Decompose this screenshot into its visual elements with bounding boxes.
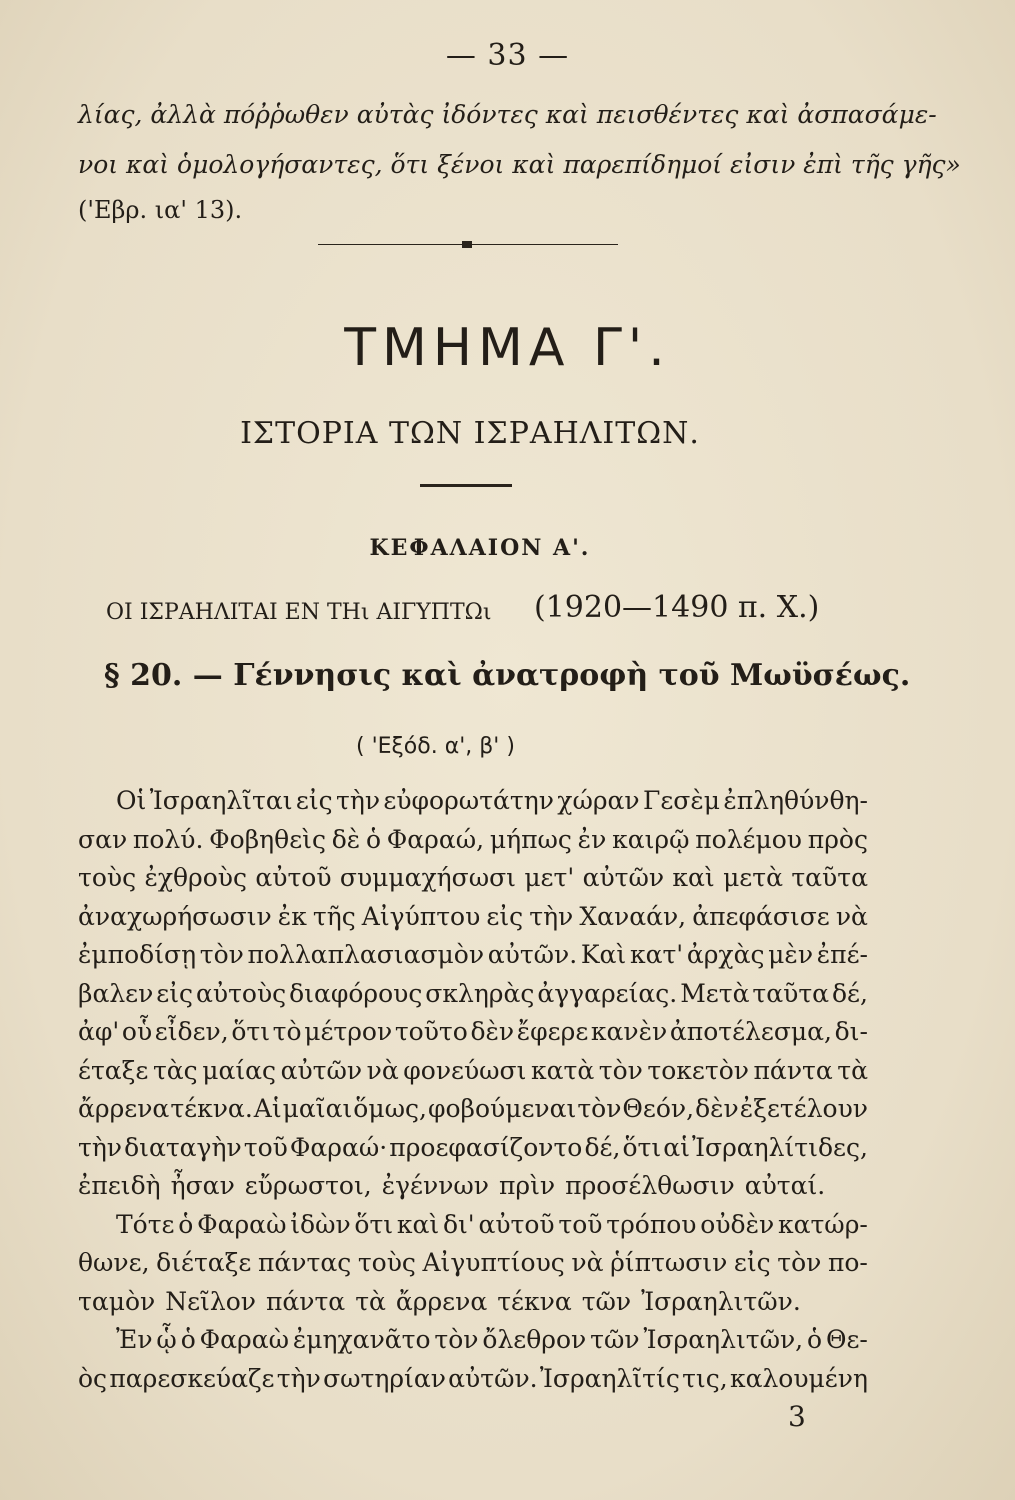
body-word: ἀποτέλεσμα, [669, 1017, 832, 1046]
body-word: νὰ [366, 1055, 399, 1085]
body-word: κατὰ [530, 1055, 595, 1085]
body-word: τὰς [152, 1055, 198, 1085]
body-line [78, 1364, 868, 1393]
body-word: ἐπέ- [816, 940, 868, 969]
body-word: συμμαχήσωσι [339, 863, 516, 892]
body-word: τὴν [78, 1132, 123, 1162]
body-word: αὐτῶν [280, 1055, 363, 1085]
body-word: εὔρωστοι, [244, 1171, 372, 1200]
body-word: Ἰσραηλιτῶν, [643, 1325, 804, 1354]
body-word: πο- [827, 1248, 868, 1277]
body-word: ᾧ [156, 1325, 177, 1354]
body-word: ἐξετέλουν [739, 1094, 868, 1123]
body-word: ἐγέννων [381, 1171, 489, 1200]
body-word: Αἰγύπτου [361, 901, 481, 931]
body-line [78, 902, 868, 931]
body-word: Ἰσραηλιτῶν. [641, 1286, 801, 1316]
body-word: οὐδὲν [700, 1209, 775, 1239]
body-word: εἰς [733, 1248, 771, 1277]
body-word: μετ' [524, 863, 575, 892]
body-word: Νεῖλον [165, 1286, 256, 1316]
body-word: εἰς [486, 901, 524, 931]
body-word: τοῦ [243, 1132, 288, 1162]
body-word: Θε- [825, 1325, 868, 1354]
short-rule [420, 484, 512, 487]
body-word: ὅτι [622, 1132, 662, 1162]
body-word: προσέλθωσιν [565, 1171, 735, 1200]
body-word: Αἰγυπτίους [422, 1248, 565, 1277]
body-word: ἐχθροὺς [144, 863, 248, 892]
body-line [78, 1094, 868, 1123]
body-word: Ἰσραηλῖται [149, 786, 293, 815]
body-word: αὐτῶν. [487, 940, 578, 969]
body-word: Φαραώ· [289, 1132, 388, 1162]
body-word: τὸν [598, 1055, 643, 1085]
body-word: ἐκ [277, 901, 307, 931]
body-word: σαν [78, 824, 128, 854]
paragraph-heading: § 20. — Γέννησις καὶ ἀνατροφὴ τοῦ Μωϋσέως. [104, 658, 911, 693]
body-word: θωνε, [78, 1248, 150, 1277]
body-word: τῶν [581, 1286, 632, 1316]
body-word: εἶδεν, [154, 1017, 229, 1046]
body-word: τις, [682, 1363, 728, 1393]
body-line [78, 825, 868, 854]
body-word: πολλαπλασιασμὸν [247, 940, 485, 969]
body-word: καλουμένη [729, 1363, 868, 1393]
body-word: πάντα [265, 1286, 346, 1316]
body-word: τοὺς [357, 1248, 416, 1277]
body-word: σκληρὰς [425, 978, 535, 1008]
body-word: ὁ [365, 824, 382, 854]
body-word: ἐπληθύνθη- [723, 786, 868, 815]
body-line [78, 863, 868, 892]
body-word: ἄρρενα [395, 1286, 488, 1316]
body-word: νὰ [835, 901, 868, 931]
body-word: τέκνα [497, 1286, 572, 1316]
body-word: χώραν [557, 786, 640, 815]
body-word: ὅμως, [353, 1094, 427, 1123]
body-word: ἰδὼν [290, 1209, 351, 1239]
continuation-line-2: νοι καὶ ὁμολογήσαντες, ὅτι ξένοι καὶ παρεπίδημοί εἰσιν ἐπὶ τῆς γῆς» [78, 150, 961, 179]
body-word: Ἐν [116, 1325, 153, 1354]
body-word: φοβούμεναι [427, 1094, 577, 1123]
body-word: ἀφ' [78, 1017, 120, 1046]
body-word: τοῦ [558, 1209, 603, 1239]
body-word: καὶ [396, 1209, 440, 1239]
body-word: ἀγγαρείας. [537, 978, 678, 1008]
body-word: ἐπειδὴ [78, 1171, 161, 1200]
body-word: πρὸς [807, 824, 868, 854]
body-word: Φαραὼ [199, 1325, 289, 1354]
body-word: αὐτῶν. [448, 1363, 538, 1393]
body-word: μέτρον [304, 1017, 393, 1046]
body-word: καιρῷ [612, 824, 690, 854]
body-word: αὐτοῦ [478, 1209, 555, 1239]
continuation-line-1: λίας, ἀλλὰ πόῤῥωθεν αὐτὰς ἰδόντες καὶ πεισθέντες καὶ ἀσπασάμε- [78, 100, 937, 129]
body-line [116, 1325, 868, 1354]
body-word: τῆς [312, 901, 356, 931]
body-word: τοκετὸν [647, 1055, 749, 1085]
body-word: τοῦτο [394, 1017, 468, 1046]
body-word: Αἱ [253, 1094, 282, 1123]
body-word: δὲ [331, 824, 361, 854]
body-word: Οἱ [116, 786, 147, 815]
body-word: πρὶν [499, 1171, 556, 1200]
body-word: κατ' [629, 940, 684, 969]
body-word: τὸν [199, 940, 244, 969]
body-word: Γεσὲμ [642, 786, 721, 815]
body-word: τὰ [837, 1055, 868, 1085]
body-word: τὸ [272, 1017, 302, 1046]
chapter-title: ΟΙ ΙΣΡΑΗΛΙΤΑΙ ΕΝ ΤΗι ΑΙΓΥΠΤΩι [106, 600, 492, 625]
body-word: ὅτι [231, 1017, 271, 1046]
body-word: δι' [442, 1209, 475, 1239]
body-word: οὗ [121, 1017, 153, 1046]
chapter-dates: (1920—1490 π. Χ.) [534, 590, 820, 625]
body-word: ἀρχὰς [686, 940, 765, 969]
body-word: ἐμποδίσῃ [78, 940, 197, 969]
body-word: νὰ [571, 1248, 604, 1277]
body-word: πάντας [257, 1248, 352, 1277]
body-word: ἔφερε [516, 1017, 589, 1046]
body-word: μὲν [768, 940, 814, 969]
body-line [78, 1017, 868, 1046]
body-word: τέκνα. [170, 1094, 253, 1123]
body-word: έταξε [78, 1055, 149, 1085]
body-word: αὐτοῦ [255, 863, 332, 892]
body-word: εὐφορωτάτην [383, 786, 554, 815]
body-word: βαλεν [78, 978, 154, 1008]
body-word: παρεσκεύαζε [109, 1363, 275, 1393]
body-word: ἐμηχανᾶτο [292, 1325, 431, 1354]
body-word: ῥίπτωσιν [610, 1248, 728, 1277]
body-word: κανὲν [590, 1017, 668, 1046]
body-line [78, 1287, 868, 1316]
section-subtitle: ΙΣΤΟΡΙΑ ΤΩΝ ΙΣΡΑΗΛΙΤΩΝ. [240, 416, 700, 451]
body-word: δὲν [695, 1094, 739, 1123]
body-word: αὐταί. [744, 1171, 826, 1200]
body-word: ἀπεφάσισε [692, 901, 830, 931]
body-line [78, 1248, 868, 1277]
body-word: τὴν [276, 1363, 321, 1393]
body-word: Χαναάν, [579, 901, 687, 931]
body-word: τὸν [577, 1094, 622, 1123]
body-line [78, 1056, 868, 1085]
body-word: Φαραώ, [386, 824, 485, 854]
body-word: πολύ. [132, 824, 204, 854]
body-word: Φοβηθεὶς [209, 824, 326, 854]
scripture-reference: ( 'Εξόδ. α', β' ) [356, 734, 515, 759]
body-word: διαταγὴν [124, 1132, 242, 1162]
body-word: πολέμου [695, 824, 803, 854]
body-line [78, 940, 868, 969]
body-word: αἱ [663, 1132, 690, 1162]
body-word: ὄλεθρον [482, 1325, 587, 1354]
body-word: Φαραὼ [197, 1209, 287, 1239]
body-word: Τότε [116, 1209, 175, 1239]
body-line [116, 786, 868, 815]
body-word: τὴν [336, 786, 381, 815]
body-word: μετὰ [723, 863, 783, 892]
body-word: τρόπου [606, 1209, 697, 1239]
body-word: τὸν [777, 1248, 822, 1277]
body-word: μήπως [489, 824, 572, 854]
body-word: τῶν [590, 1325, 640, 1354]
body-word: φονεύωσι [403, 1055, 527, 1085]
body-word: διαφόρους [289, 978, 423, 1008]
body-word: εἰς [156, 978, 194, 1008]
body-word: δὲν [470, 1017, 515, 1046]
body-word: δι- [834, 1017, 868, 1046]
body-word: τὰ [355, 1286, 386, 1316]
body-word: Ἰσραηλίτιδες, [692, 1132, 868, 1162]
body-line [78, 1171, 868, 1200]
signature-mark: 3 [788, 1400, 806, 1433]
body-word: ὅτι [354, 1209, 394, 1239]
body-word: ἄρρενα [78, 1094, 170, 1123]
body-word: τὸν [434, 1325, 479, 1354]
body-word: δέ, [831, 978, 868, 1008]
body-word: ταῦτα [752, 978, 830, 1008]
body-word: καὶ [672, 863, 715, 892]
body-word: εἰς [295, 786, 333, 815]
body-word: ὁ [178, 1209, 194, 1239]
body-line [116, 1210, 868, 1239]
page-number: — 33 — [445, 38, 570, 73]
section-heading: ΤΜΗΜΑ Γ'. [344, 318, 671, 378]
body-word: δέ, [584, 1132, 621, 1162]
body-word: προεφασίζοντο [389, 1132, 583, 1162]
body-word: τοὺς [78, 863, 137, 892]
body-word: πάντα [753, 1055, 833, 1085]
body-word: τὴν [529, 901, 574, 931]
body-word: Μετὰ [680, 978, 750, 1008]
body-line [78, 979, 868, 1008]
chapter-label: ΚΕΦΑΛΑΙΟΝ Α'. [369, 535, 591, 561]
continuation-citation: ('Εβρ. ια' 13). [78, 196, 243, 224]
body-word: αὐτοὺς [195, 978, 287, 1008]
body-word: ἦσαν [170, 1171, 235, 1200]
body-word: ταμὸν [78, 1286, 156, 1316]
body-word: αὐτῶν [582, 863, 665, 892]
body-word: ὁ [180, 1325, 196, 1354]
body-word: ὸς [78, 1363, 108, 1393]
body-line [78, 1133, 868, 1162]
body-word: διέταξε [156, 1248, 252, 1277]
body-word: ὁ [807, 1325, 823, 1354]
body-word: ἐν [577, 824, 607, 854]
body-word: ἀναχωρήσωσιν [78, 901, 272, 931]
body-word: σωτηρίαν [323, 1363, 446, 1393]
body-word: μαίας [202, 1055, 277, 1085]
body-word: κατώρ- [777, 1209, 868, 1239]
body-word: Θεόν, [622, 1094, 695, 1123]
body-word: Καὶ [580, 940, 627, 969]
body-word: μαῖαι [282, 1094, 353, 1123]
body-word: ταῦτα [791, 863, 868, 892]
body-word: Ἰσραηλῖτίς [539, 1363, 680, 1393]
rule-ornament [462, 241, 472, 248]
